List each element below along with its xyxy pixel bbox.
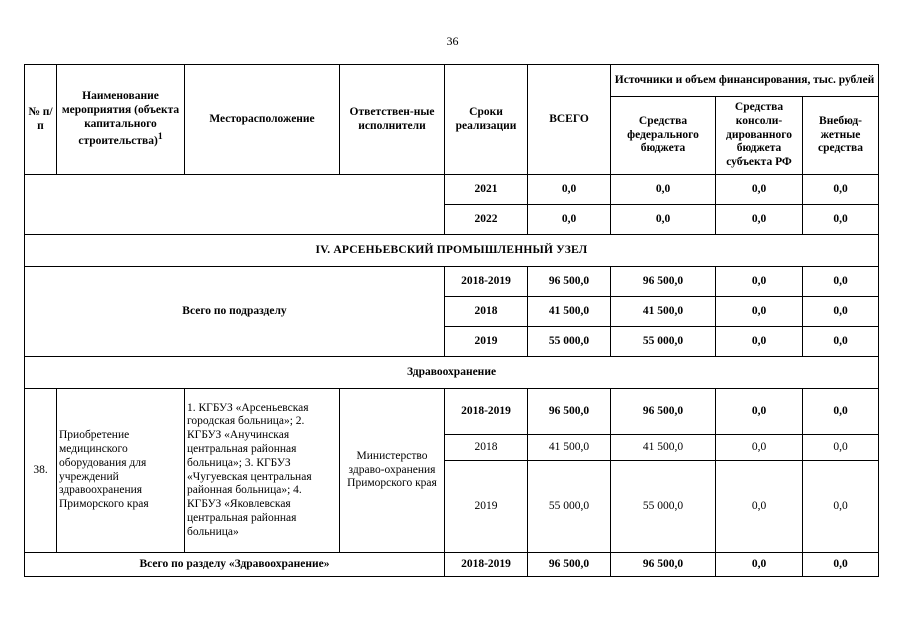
cell-total: 55 000,0 (528, 461, 611, 553)
header-row (25, 65, 879, 97)
header-location: Месторасположение (185, 65, 340, 175)
cell-total: 41 500,0 (528, 435, 611, 461)
cell-consolidated: 0,0 (716, 175, 803, 205)
header-num: № п/п (25, 65, 57, 175)
financing-table (24, 64, 879, 577)
section-row (25, 357, 879, 389)
header-name-text: Наименование мероприятия (объекта капитального строительства) (61, 89, 180, 148)
cell-federal: 96 500,0 (611, 267, 716, 297)
table-row (25, 267, 879, 297)
cell-federal: 41 500,0 (611, 297, 716, 327)
item-executor: Министерство здраво-охранения Приморского края (340, 389, 445, 553)
item-location: 1. КГБУЗ «Арсеньевская городская больница»; 2. КГБУЗ «Анучинская центральная районная больница»; 3. КГБУЗ «Чугуевская центральная районная больница»; 4. КГБУЗ «Яковлевская центральная районная больница» (185, 389, 340, 553)
cell-year: 2021 (445, 175, 528, 205)
table-row (25, 389, 879, 435)
header-total: ВСЕГО (528, 65, 611, 175)
cell-total: 96 500,0 (528, 553, 611, 577)
cell-consolidated: 0,0 (716, 461, 803, 553)
table-row (25, 553, 879, 577)
section-row (25, 235, 879, 267)
header-name (57, 65, 185, 175)
cell-federal: 55 000,0 (611, 327, 716, 357)
cell-offbudget: 0,0 (803, 267, 879, 297)
cell-year: 2018 (445, 435, 528, 461)
cell-year: 2018-2019 (445, 389, 528, 435)
table-row (25, 175, 879, 205)
cell-federal: 96 500,0 (611, 553, 716, 577)
cell-consolidated: 0,0 (716, 267, 803, 297)
cell-year: 2018-2019 (445, 553, 528, 577)
empty-cell (25, 175, 445, 235)
cell-year: 2019 (445, 461, 528, 553)
cell-federal: 55 000,0 (611, 461, 716, 553)
header-name-footnote: 1 (157, 131, 163, 143)
cell-federal: 0,0 (611, 175, 716, 205)
cell-offbudget: 0,0 (803, 327, 879, 357)
cell-federal: 41 500,0 (611, 435, 716, 461)
cell-year: 2018-2019 (445, 267, 528, 297)
header-sources: Источники и объем финансирования, тыс. рублей (611, 65, 879, 97)
health-title: Здравоохранение (25, 357, 879, 389)
cell-total: 96 500,0 (528, 267, 611, 297)
cell-total: 41 500,0 (528, 297, 611, 327)
cell-year: 2022 (445, 205, 528, 235)
cell-offbudget: 0,0 (803, 389, 879, 435)
cell-consolidated: 0,0 (716, 205, 803, 235)
cell-offbudget: 0,0 (803, 297, 879, 327)
cell-total: 0,0 (528, 175, 611, 205)
cell-consolidated: 0,0 (716, 327, 803, 357)
cell-consolidated: 0,0 (716, 553, 803, 577)
header-executors: Ответствен-ные исполнители (340, 65, 445, 175)
cell-year: 2019 (445, 327, 528, 357)
cell-consolidated: 0,0 (716, 297, 803, 327)
cell-federal: 96 500,0 (611, 389, 716, 435)
header-period: Сроки реализации (445, 65, 528, 175)
item-name: Приобретение медицинского оборудования для учреждений здравоохранения Приморского края (57, 389, 185, 553)
header-federal: Средства федерального бюджета (611, 97, 716, 175)
cell-offbudget: 0,0 (803, 553, 879, 577)
header-consolidated: Средства консоли-дированного бюджета субъекта РФ (716, 97, 803, 175)
cell-offbudget: 0,0 (803, 175, 879, 205)
cell-total: 96 500,0 (528, 389, 611, 435)
cell-consolidated: 0,0 (716, 389, 803, 435)
cell-consolidated: 0,0 (716, 435, 803, 461)
cell-total: 55 000,0 (528, 327, 611, 357)
cell-year: 2018 (445, 297, 528, 327)
page-number: 36 (446, 34, 459, 48)
section-title: IV. АРСЕНЬЕВСКИЙ ПРОМЫШЛЕННЫЙ УЗЕЛ (25, 235, 879, 267)
item-number: 38. (25, 389, 57, 553)
subsection-total-label: Всего по подразделу (25, 267, 445, 357)
cell-federal: 0,0 (611, 205, 716, 235)
cell-offbudget: 0,0 (803, 435, 879, 461)
cell-offbudget: 0,0 (803, 461, 879, 553)
header-offbudget: Внебюд-жетные средства (803, 97, 879, 175)
health-total-label: Всего по разделу «Здравоохранение» (25, 553, 445, 577)
cell-offbudget: 0,0 (803, 205, 879, 235)
cell-total: 0,0 (528, 205, 611, 235)
